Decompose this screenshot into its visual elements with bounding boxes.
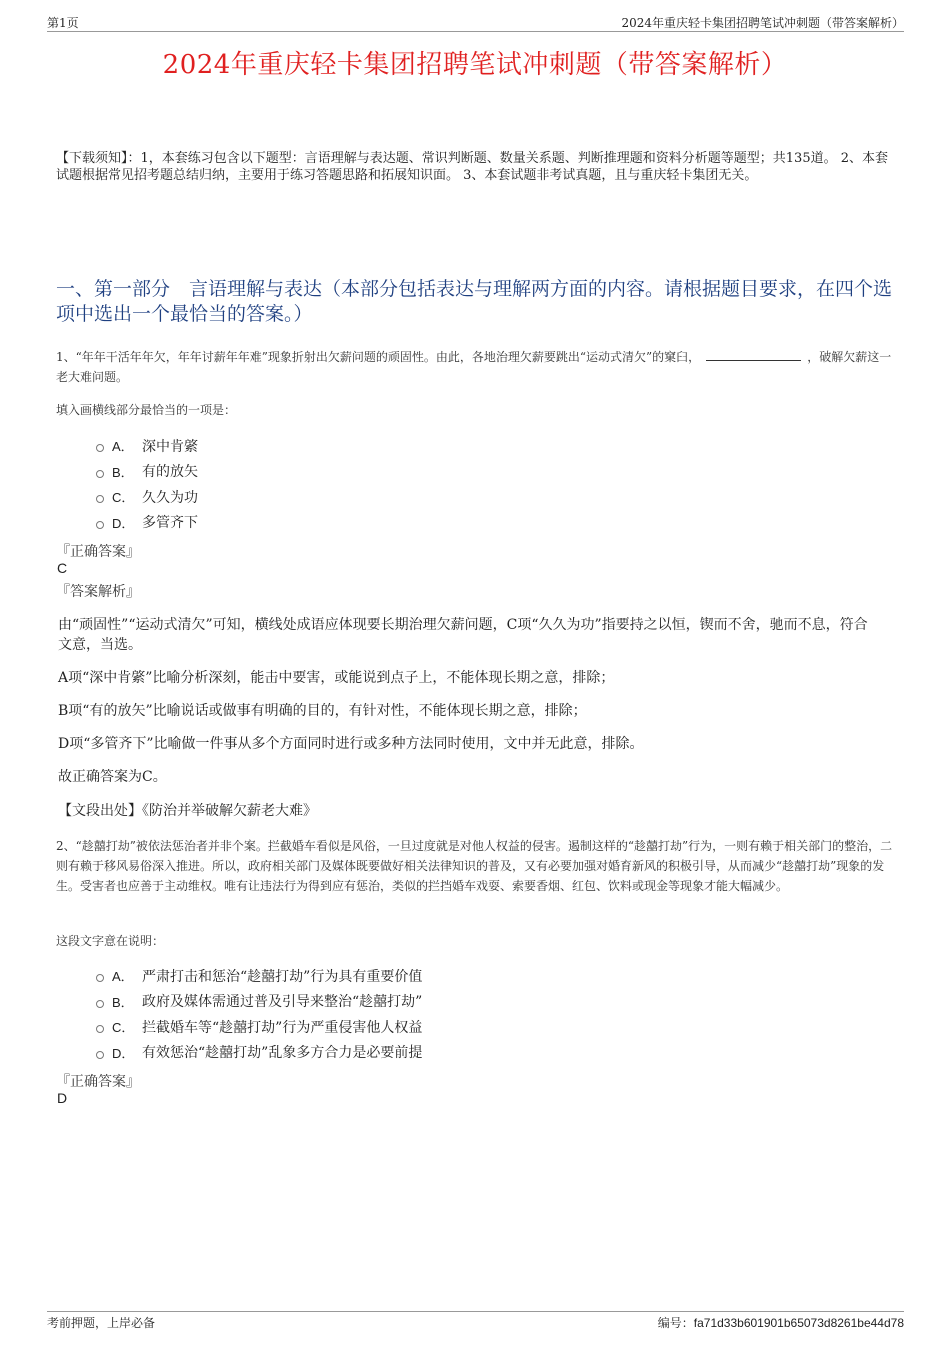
option-letter: C． bbox=[112, 1020, 135, 1036]
analysis-paragraph: B项“有的放矢”比喻说话或做事有明确的目的，有针对性，不能体现长期之意，排除； bbox=[58, 703, 587, 719]
question-2-prompt: 这段文字意在说明： bbox=[56, 934, 165, 948]
footer-divider bbox=[47, 1311, 904, 1312]
option-text: 政府及媒体需通过普及引导来整治“趁囍打劫” bbox=[142, 994, 423, 1011]
option-text: 有的放矢 bbox=[142, 464, 198, 481]
option-text: 严肃打击和惩治“趁囍打劫”行为具有重要价值 bbox=[142, 968, 423, 985]
option-letter: C． bbox=[112, 490, 135, 506]
section-heading: 一、第一部分 言语理解与表达（本部分包括表达与理解两方面的内容。请根据题目要求，在四个选项中选出一个最恰当的答案。） bbox=[56, 278, 893, 325]
radio-icon[interactable] bbox=[96, 1000, 104, 1008]
answer-label: 『正确答案』 bbox=[56, 1074, 140, 1090]
fill-blank bbox=[706, 348, 801, 361]
question-1-options bbox=[96, 433, 198, 535]
source-citation: 【文段出处】《防治并举破解欠薪老大难》 bbox=[58, 803, 317, 819]
option-letter: D． bbox=[112, 515, 135, 531]
radio-icon[interactable] bbox=[96, 521, 104, 529]
option-c[interactable] bbox=[96, 484, 198, 510]
radio-icon[interactable] bbox=[96, 1025, 104, 1033]
option-letter: A． bbox=[112, 969, 134, 985]
radio-icon[interactable] bbox=[96, 495, 104, 503]
question-2-options bbox=[96, 963, 422, 1065]
running-header-title: 2024年重庆轻卡集团招聘笔试冲刺题（带答案解析） bbox=[621, 16, 904, 30]
analysis-label: 『答案解析』 bbox=[56, 584, 140, 600]
question-1-text-after: ，破解欠薪这一老大难问题。 bbox=[56, 350, 892, 384]
radio-icon[interactable] bbox=[96, 444, 104, 452]
option-d[interactable] bbox=[96, 1040, 422, 1066]
document-title: 2024年重庆轻卡集团招聘笔试冲刺题（带答案解析） bbox=[162, 50, 788, 80]
answer-value: C bbox=[57, 560, 68, 576]
analysis-paragraph: A项“深中肯綮”比喻分析深刻，能击中要害，或能说到点子上，不能体现长期之意，排除； bbox=[58, 670, 615, 686]
option-letter: B． bbox=[112, 464, 134, 480]
option-text: 久久为功 bbox=[142, 489, 198, 506]
analysis-paragraph: D项“多管齐下”比喻做一件事从多个方面同时进行或多种方法同时使用，文中并无此意，排除。 bbox=[58, 736, 644, 752]
download-notice: 【下载须知】：1，本套练习包含以下题型：言语理解与表达题、常识判断题、数量关系题、判断推理题和资料分析题等题型；共135道。 2、本套试题根据常见招考题总结归纳，主要用于练习答题思路和拓展知识面。 3、本套试题非考试真题，且与重庆轻卡集团无关。 bbox=[56, 151, 888, 183]
radio-icon[interactable] bbox=[96, 1051, 104, 1059]
option-letter: D． bbox=[112, 1045, 135, 1061]
question-1-text-before: 1、“年年干活年年欠，年年讨薪年年难”现象折射出欠薪问题的顽固性。由此，各地治理欠薪要跳出“运动式清欠”的窠臼， bbox=[56, 350, 701, 364]
option-b[interactable] bbox=[96, 989, 422, 1015]
question-1-prompt: 填入画横线部分最恰当的一项是： bbox=[56, 403, 237, 417]
radio-icon[interactable] bbox=[96, 974, 104, 982]
option-letter: A． bbox=[112, 439, 134, 455]
option-text: 拦截婚车等“趁囍打劫”行为严重侵害他人权益 bbox=[142, 1019, 423, 1036]
option-a[interactable] bbox=[96, 963, 422, 989]
option-text: 有效惩治“趁囍打劫”乱象多方合力是必要前提 bbox=[142, 1045, 423, 1062]
question-2-stem: 2、“趁囍打劫”被依法惩治者并非个案。拦截婚车看似是风俗，一旦过度就是对他人权益的侵害。遏制这样的“趁囍打劫”行为，一则有赖于相关部门的整治，二则有赖于移风易俗深入推进。所以，政府相关部门及媒体既要做好相关法律知识的普及，又有必要加强对婚育新风的积极引导，从而减少“趁囍打劫”现象的发生。受害者也应善于主动维权。唯有让违法行为得到应有惩治，类似的拦挡婚车戏耍、索要香烟、红包、饮料或现金等现象才能大幅减少。 bbox=[56, 839, 893, 893]
answer-label: 『正确答案』 bbox=[56, 544, 140, 560]
question-1-stem bbox=[56, 347, 898, 387]
analysis-paragraph: 由“顽固性”“运动式清欠”可知，横线处成语应体现要长期治理欠薪问题，C项“久久为功”指要持之以恒，锲而不舍，驰而不息，符合文意，当选。 bbox=[58, 617, 868, 653]
header-divider bbox=[47, 31, 904, 32]
option-b[interactable] bbox=[96, 459, 198, 485]
option-a[interactable] bbox=[96, 433, 198, 459]
answer-value: D bbox=[57, 1090, 68, 1106]
option-text: 多管齐下 bbox=[142, 515, 198, 532]
radio-icon[interactable] bbox=[96, 470, 104, 478]
option-text: 深中肯綮 bbox=[142, 438, 198, 455]
document-id: 编号：fa71d33b601901b65073d8261be44d78 bbox=[657, 1316, 904, 1330]
option-c[interactable] bbox=[96, 1014, 422, 1040]
option-letter: B． bbox=[112, 994, 134, 1010]
footer-slogan: 考前押题，上岸必备 bbox=[47, 1316, 156, 1330]
analysis-conclusion: 故正确答案为C。 bbox=[58, 769, 167, 785]
option-d[interactable] bbox=[96, 510, 198, 536]
page-number: 第1页 bbox=[47, 16, 79, 30]
